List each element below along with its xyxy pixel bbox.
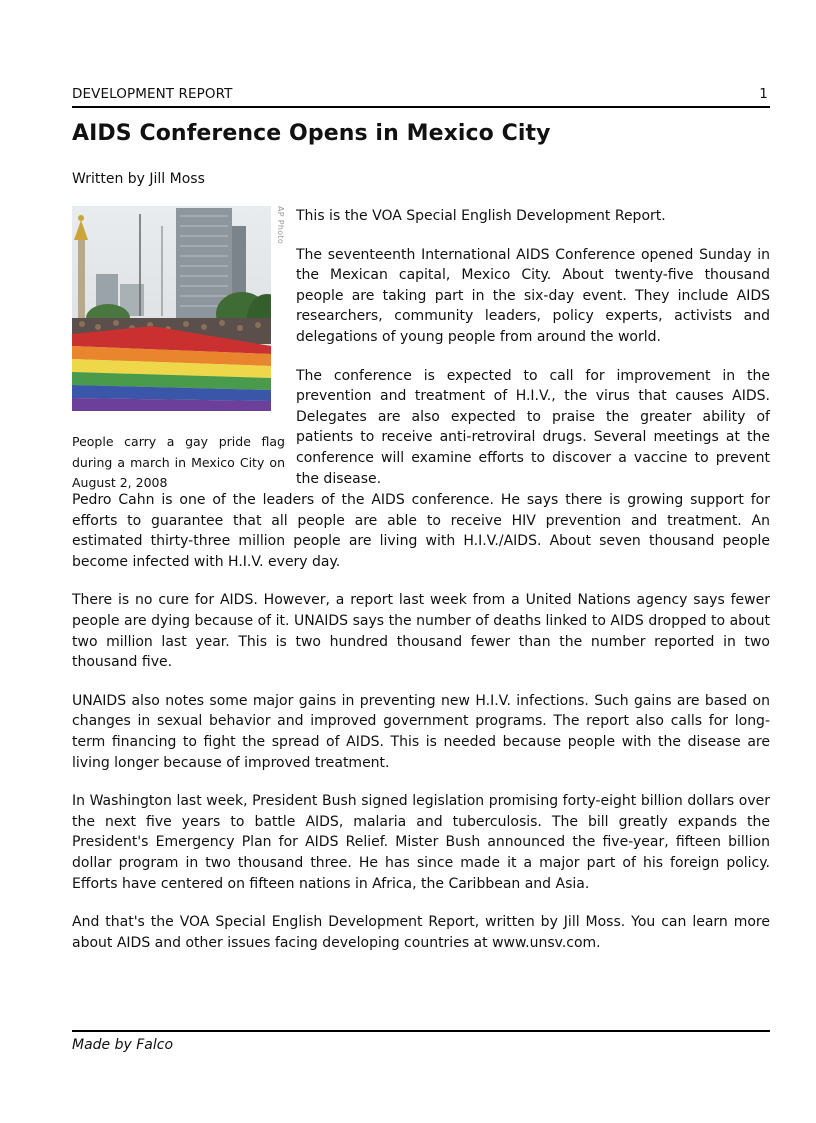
photo-caption: People carry a gay pride flag during a march in Mexico City on August 2, 2008 — [72, 434, 285, 490]
intro-paragraph: This is the VOA Special English Development Report. — [296, 208, 666, 224]
intro-paragraph: The seventeenth International AIDS Conference opened Sunday in the Mexican capital, Mexico City. About twenty-five thousand people are taking part in the six-day event. They include AIDS researchers, community leaders, policy experts, activists and delegations of young people from around the world. — [296, 246, 770, 345]
photo-credit: AP Photo — [276, 206, 285, 245]
section-label: DEVELOPMENT REPORT — [72, 86, 233, 102]
article-title: AIDS Conference Opens in Mexico City — [72, 121, 551, 146]
page-footer — [72, 1030, 770, 1053]
byline: Written by Jill Moss — [72, 171, 205, 187]
intro-paragraph: The conference is expected to call for improvement in the prevention and treatment of H.I.V., the virus that causes AIDS. Delegates are also expected to praise the greater ability of patients to receive anti-retroviral drugs. Several meetings at the conference will examine efforts to discover a vaccine to prevent the disease. — [296, 367, 770, 487]
body-paragraph: Pedro Cahn is one of the leaders of the AIDS conference. He says there is growing support for efforts to guarantee that all people are able to receive HIV prevention and treatment. An estimated thirty-three million people are living with H.I.V./AIDS. About seven thousand people become infected with H.I.V. every day. — [72, 492, 770, 570]
article-photo — [72, 206, 271, 411]
footer-text: Made by Falco — [72, 1037, 174, 1053]
intro-column — [296, 206, 770, 507]
body-paragraph: And that's the VOA Special English Development Report, written by Jill Moss. You can learn more about AIDS and other issues facing developing countries at www.unsv.com. — [72, 914, 770, 951]
body-paragraph: There is no cure for AIDS. However, a report last week from a United Nations agency says fewer people are dying because of it. UNAIDS says the number of deaths linked to AIDS dropped to about two million last year. This is two hundred thousand fewer than the number reported in two thousand five. — [72, 592, 770, 671]
page-number: 1 — [759, 86, 768, 102]
article-body — [72, 490, 770, 971]
body-paragraph: UNAIDS also notes some major gains in preventing new H.I.V. infections. Such gains are based on changes in sexual behavior and improved government programs. The report also calls for long-term financing to fight the spread of AIDS. This is needed because people with the disease are living longer because of improved treatment. — [72, 692, 770, 771]
page-header — [72, 86, 770, 108]
body-paragraph: In Washington last week, President Bush signed legislation promising forty-eight billion dollars over the next five years to battle AIDS, malaria and tuberculosis. The bill greatly expands the President's Emergency Plan for AIDS Relief. Mister Bush announced the five-year, fifteen billion dollar program in two thousand three. He has since made it a major part of his foreign policy. Efforts have centered on fifteen nations in Africa, the Caribbean and Asia. — [72, 793, 770, 892]
